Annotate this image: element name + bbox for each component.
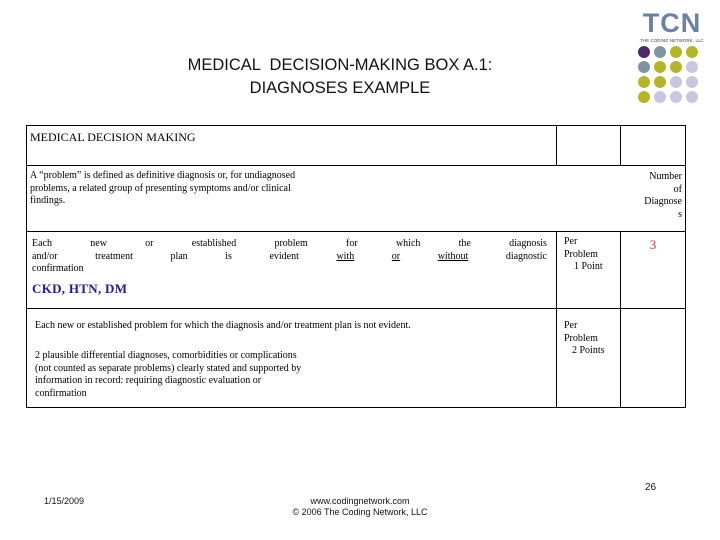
title-line-2: DIAGNOSES EXAMPLE [249,79,431,97]
logo-dot [686,91,698,103]
row1-line-3: confirmation [32,263,84,274]
logo-dot [686,61,698,73]
copyright-notice: © 2006 The Coding Network, LLC [292,507,428,517]
row2-detail: 2 plausible differential diagnoses, comorbidities or complications (not counted as separate problems) clearly stated and supported by information in record: requiring diagnostic evaluation or confirmation [35,350,302,399]
problem-definition: A “problem” is defined as definitive diagnosis or, for undiagnosed problems, a related group of presenting symptoms and/or clinical findings. [30,170,296,206]
logo-dot [638,76,650,88]
row1-description [32,238,547,276]
row1-line-1: Each new or established problem for which the diagnosis [32,238,547,249]
logo-dot [686,46,698,58]
footer-site-info [270,496,450,518]
logo-dot [670,91,682,103]
title-line-1: MEDICAL DECISION-MAKING BOX A.1: [187,56,493,74]
row1-line-2: and/or treatment plan is evident with or without diagnostic [32,250,547,262]
row2-description: Each new or established problem for which the diagnosis and/or treatment plan is not evident. [35,320,411,331]
table-divider [27,308,685,309]
page-number: 26 [645,482,657,493]
logo-dot [670,61,682,73]
footer-date: 1/15/2009 [44,496,85,506]
tcn-logo [630,10,714,43]
diagnoses-count: 3 [649,237,657,252]
logo-dot [670,46,682,58]
row1-points-label: Per Problem 1 Point [564,236,603,272]
website-link[interactable]: www.codingnetwork.com [310,496,410,506]
logo-dot [638,91,650,103]
row2-points-label: Per Problem 2 Points [564,320,605,356]
table-divider [620,126,621,165]
logo-dot [638,46,650,58]
logo-dot [686,76,698,88]
logo-dot [670,76,682,88]
logo-dot [638,61,650,73]
logo-dot [654,61,666,73]
logo-dot [654,46,666,58]
table-divider [27,165,685,166]
table-header: MEDICAL DECISION MAKING [30,130,196,144]
table-divider [556,126,557,165]
table-divider [27,231,685,232]
logo-dot [654,76,666,88]
number-of-diagnoses-label: Number of Diagnose s [644,171,682,220]
logo-dot [654,91,666,103]
diagnosis-example: CKD, HTN, DM [32,281,128,296]
slide-title [120,54,560,100]
table-divider [556,231,557,407]
table-divider [620,231,621,407]
logo-subtitle: THE CODING NETWORK, LLC [640,38,704,43]
logo-mark: TCN [642,8,702,38]
decision-making-table [26,125,686,408]
